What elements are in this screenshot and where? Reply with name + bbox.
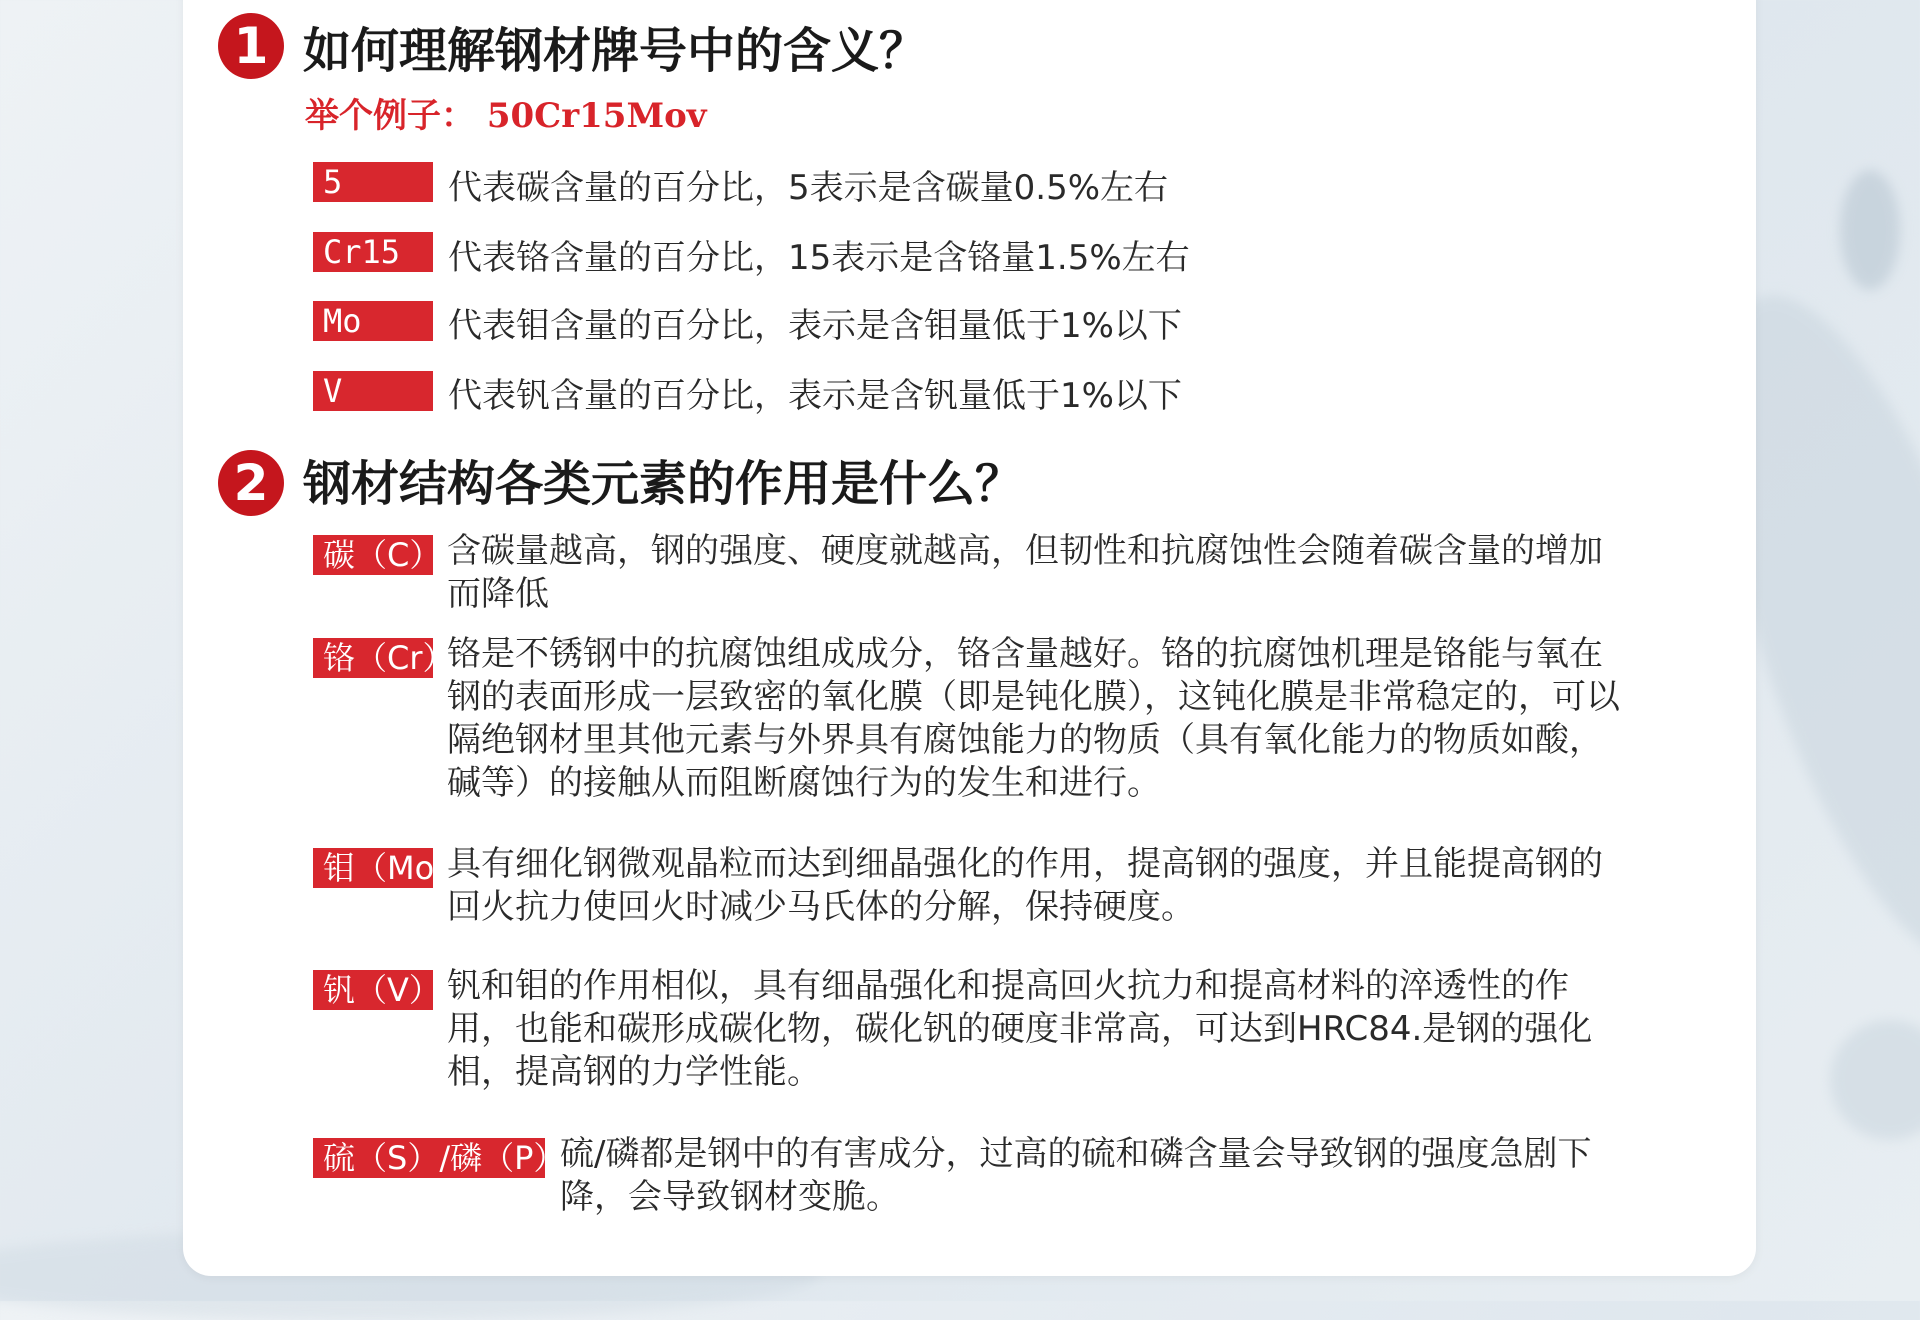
background-ink-stroke [1840,170,1900,290]
element-tag: 铬（Cr） [313,638,433,678]
element-description: 硫/磷都是钢中的有害成分，过高的硫和磷含量会导致钢的强度急剧下降，会导致钢材变脆。 [560,1134,1592,1217]
element-tag: 硫（S）/磷（P） [313,1138,545,1178]
element-tag: 钒（V） [313,970,433,1010]
section-number-badge: 2 [218,450,284,516]
background-ink-stroke [1830,1020,1920,1140]
grade-description: 代表碳含量的百分比，5表示是含碳量0.5%左右 [448,168,1169,208]
element-description: 铬是不锈钢中的抗腐蚀组成成分，铬含量越好。铬的抗腐蚀机理是铬能与氧在钢的表面形成一层致密的氧化膜（即是钝化膜），这钝化膜是非常稳定的，可以隔绝钢材里其他元素与外界具有腐蚀能力的物质（具有氧化能力的物质如酸，碱等）的接触从而阻断腐蚀行为的发生和进行。 [447,634,1620,803]
element-description: 含碳量越高，钢的强度、硬度就越高，但韧性和抗腐蚀性会随着碳含量的增加而降低 [447,531,1603,614]
grade-description: 代表钼含量的百分比，表示是含钼量低于1%以下 [448,306,1182,346]
element-tag: 钼（Mo） [313,848,433,888]
section-number-badge: 1 [218,13,284,79]
element-tag: 碳（C） [313,535,433,575]
grade-tag: Cr15 [313,232,433,272]
content-card [183,0,1756,1276]
grade-tag: V [313,371,433,411]
element-description: 钒和钼的作用相似，具有细晶强化和提高回火抗力和提高材料的淬透性的作用，也能和碳形成碳化物，碳化钒的硬度非常高，可达到HRC84.是钢的强化相，提高钢的力学性能。 [447,966,1593,1092]
element-description: 具有细化钢微观晶粒而达到细晶强化的作用，提高钢的强度，并且能提高钢的回火抗力使回火时减少马氏体的分解，保持硬度。 [447,844,1603,927]
grade-description: 代表铬含量的百分比，15表示是含铬量1.5%左右 [448,238,1190,278]
grade-tag: 5 [313,162,433,202]
example-label: 举个例子： 50Cr15Mov [305,96,707,136]
section-title: 钢材结构各类元素的作用是什么？ [303,456,1024,512]
grade-description: 代表钒含量的百分比，表示是含钒量低于1%以下 [448,376,1182,416]
grade-tag: Mo [313,301,433,341]
section-title: 如何理解钢材牌号中的含义？ [303,23,928,79]
